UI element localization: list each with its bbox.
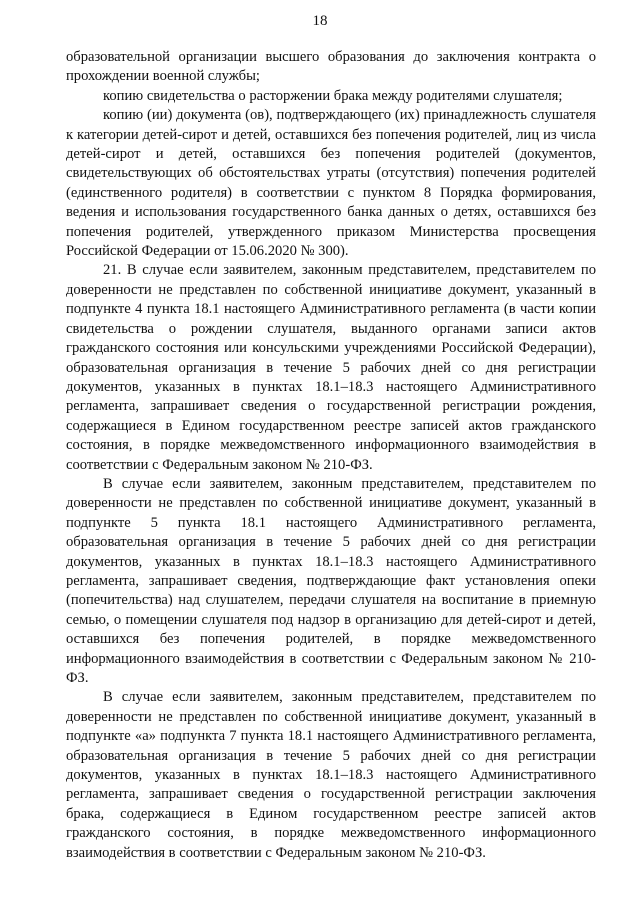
paragraph-marriage-registration-request: В случае если заявителем, законным представителем, представителем по доверенности не представлен по собственной инициативе документ, указанный в подпункте «а» подпункта 7 пункта 18.1 настоящего Административного регламента, образовательная организация в течение 5 рабочих дней со дня регистрации документов, указанных в пунктах 18.1–18.3 настоящего Административного регламента, запрашивает сведения о государственной регистрации заключения брака, содержащиеся в Едином государственном реестре записей актов гражданского состояния, в порядке межведомственного информационного взаимодействия в соответствии с Федеральным законом № 210-ФЗ. (66, 689, 596, 861)
paragraph-guardianship-request: В случае если заявителем, законным представителем, представителем по доверенности не представлен по собственной инициативе документ, указанный в подпункте 5 пункта 18.1 настоящего Административного регламента, образовательная организация в течение 5 рабочих дней со дня регистрации документов, указанных в пунктах 18.1–18.3 настоящего Административного регламента, запрашивает сведения, подтверждающие факт установления опеки (попечительства) над слушателем, передачи слушателя на воспитание в приемную семью, о помещении слушателя под надзор в организацию для детей-сирот и детей, оставшихся без попечения родителей, в порядке межведомственного информационного взаимодействия в соответствии с Федеральным законом № 210-ФЗ. (66, 475, 596, 686)
paragraph-continuation: образовательной организации высшего образования до заключения контракта о прохождении военной службы; (66, 49, 596, 85)
page-number: 18 (312, 13, 328, 29)
paragraph-divorce-certificate: копию свидетельства о расторжении брака между родителями слушателя; (103, 87, 563, 104)
paragraph-orphan-status-documents: копию (ии) документа (ов), подтверждающего (их) принадлежность слушателя к категории детей-сирот и детей, оставшихся без попечения родителей, лиц из числа детей-сирот и детей, оставшихся без попечения родителей (документов, свидетельствующих об обстоятельствах утраты (отсутствия) попечения родителей (единственного родителя) в соответствии с пунктом 8 Порядка формирования, ведения и использования государственного банка данных о детях, оставшихся без попечения родителей, утвержденного приказом Министерства просвещения Российской Федерации от 15.06.2020 № 300). (66, 107, 596, 260)
paragraph-clause-21: 21. В случае если заявителем, законным представителем, представителем по доверенности не представлен по собственной инициативе документ, указанный в подпункте 4 пункта 18.1 настоящего Административного регламента (в части копии свидетельства о рождении слушателя, выданного органами записи актов гражданского состояния или консульскими учреждениями Российской Федерации), образовательная организация в течение 5 рабочих дней со дня регистрации документов, указанных в пунктах 18.1–18.3 настоящего Административного регламента, запрашивает сведения о государственной регистрации рождения, содержащиеся в Едином государственном реестре записей актов гражданского состояния, в порядке межведомственного информационного взаимодействия в соответствии с Федеральным законом № 210-ФЗ. (66, 262, 596, 473)
document-body (66, 48, 596, 863)
